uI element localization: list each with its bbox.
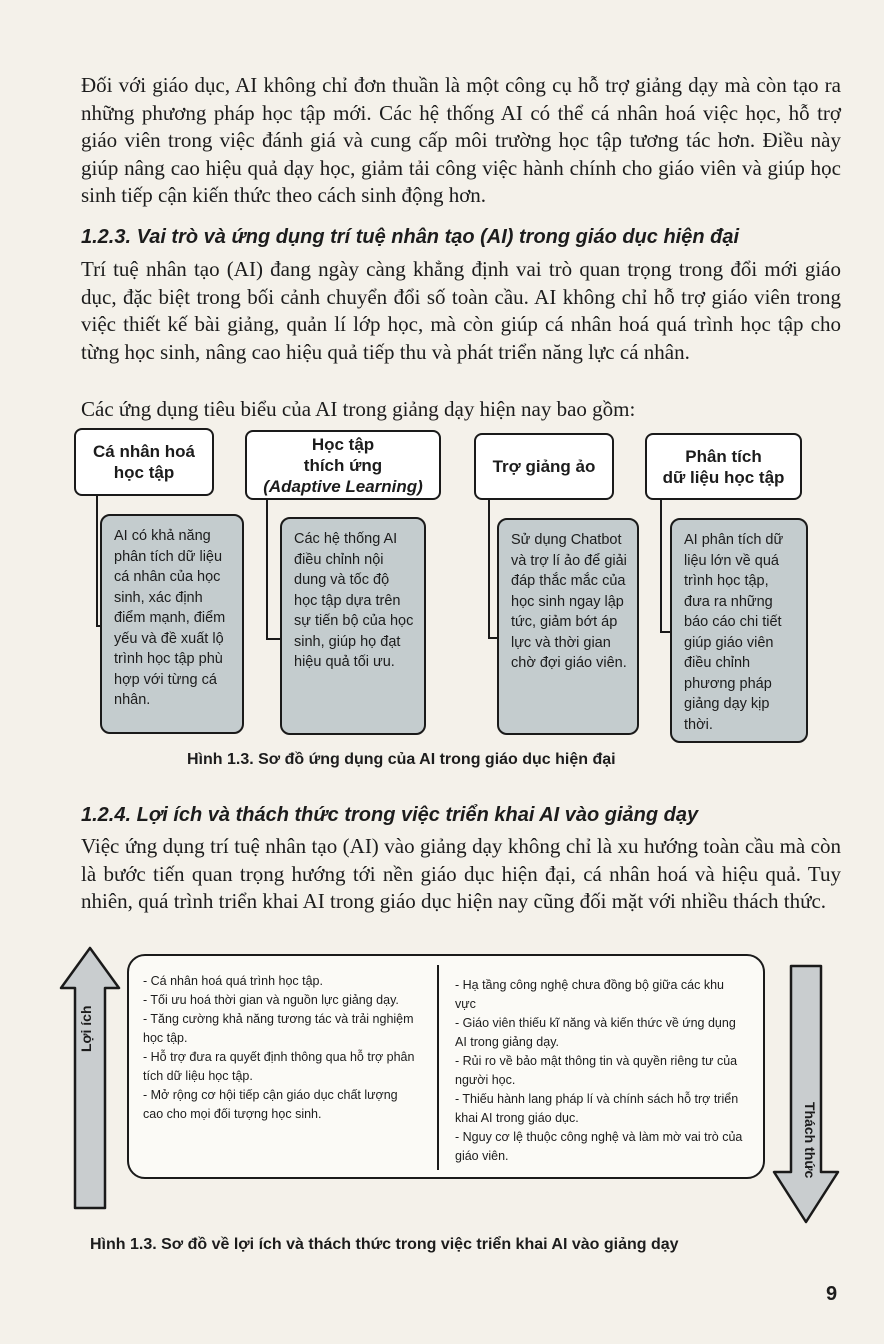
box-header-virtual-assistant xyxy=(474,433,614,500)
figure-caption-applications: Hình 1.3. Sơ đồ ứng dụng của AI trong giáo dục hiện đại xyxy=(187,751,616,768)
page-number: 9 xyxy=(826,1283,838,1305)
box-detail-learning-analytics: AI phân tích dữ liệu lớn về quá trình học tập, đưa ra những báo cáo chi tiết giúp giáo viên điều chỉnh phương pháp giảng dạy kịp thời. xyxy=(670,518,808,743)
list-item: - Hỗ trợ đưa ra quyết định thông qua hỗ trợ phân tích dữ liệu học tập. xyxy=(143,1050,415,1083)
figure-caption-benefits-challenges: Hình 1.3. Sơ đồ về lợi ích và thách thức trong việc triển khai AI vào giảng dạy xyxy=(90,1236,679,1253)
section-1-2-3-paragraph: Trí tuệ nhân tạo (AI) đang ngày càng khẳng định vai trò quan trọng trong đổi mới giáo dục, đặc biệt trong bối cảnh chuyển đổi số toàn cầu. AI không chỉ hỗ trợ giáo viên trong việc thiết kế bài giảng, quản lí lớp học, mà còn giúp cá nhân hoá quá trình học tập cho từng học sinh, nâng cao hiệu quả tiếp thu và phát triển năng lực cá nhân. xyxy=(81,257,841,364)
up-arrow-icon xyxy=(55,944,125,1212)
column-divider xyxy=(437,965,439,1170)
box-title-line: Trợ giảng ảo xyxy=(492,457,596,476)
box-title-line: Học tập xyxy=(311,434,375,454)
box-header-learning-analytics xyxy=(645,433,802,500)
box-title-line: học tập xyxy=(113,463,175,482)
box-title-line: Phân tích xyxy=(685,446,762,466)
section-heading-1-2-3: 1.2.3. Vai trò và ứng dụng trí tuệ nhân tạo (AI) trong giáo dục hiện đại xyxy=(81,226,740,248)
box-title-line: thích ứng xyxy=(303,455,383,475)
challenges-list xyxy=(455,976,745,1166)
list-item: - Hạ tầng công nghệ chưa đồng bộ giữa các khu vực xyxy=(455,978,725,1011)
intro-paragraph: Đối với giáo dục, AI không chỉ đơn thuần là một công cụ hỗ trợ giảng dạy mà còn tạo ra những phương pháp học tập mới. Các hệ thống AI có thể cá nhân hoá việc học, hỗ trợ giáo viên trong việc đánh giá và cung cấp môi trường học tập tương tác hơn. Điều này giúp nâng cao hiệu quả dạy học, giảm tải công việc hành chính cho giáo viên và giúp học sinh tiếp cận kiến thức theo cách sinh động hơn. xyxy=(81,73,841,207)
list-item: - Tăng cường khả năng tương tác và trải nghiệm học tập. xyxy=(143,1012,414,1045)
list-item: - Mở rộng cơ hội tiếp cận giáo dục chất lượng cao cho mọi đối tượng học sinh. xyxy=(143,1088,398,1121)
list-item: - Thiếu hành lang pháp lí và chính sách hỗ trợ triển khai AI trong giáo dục. xyxy=(455,1092,739,1125)
benefits-list xyxy=(143,972,421,1124)
list-item: - Rủi ro về bảo mật thông tin và quyền riêng tư của người học. xyxy=(455,1054,738,1087)
box-title-italic: (Adaptive Learning) xyxy=(263,476,423,496)
benefits-arrow-label: Lợi ích xyxy=(78,1005,94,1052)
list-item: - Cá nhân hoá quá trình học tập. xyxy=(143,974,323,988)
box-header-personalized-learning xyxy=(74,428,214,496)
box-title-line: Cá nhân hoá xyxy=(92,442,195,461)
box-detail-virtual-assistant: Sử dụng Chatbot và trợ lí ảo để giải đáp thắc mắc của học sinh ngay lập tức, giảm bớt áp lực và thời gian chờ đợi giáo viên. xyxy=(497,518,639,735)
box-detail-adaptive-learning: Các hệ thống AI điều chỉnh nội dung và tốc độ học tập dựa trên sự tiến bộ của học sinh, giúp họ đạt hiệu quả tối ưu. xyxy=(280,517,426,735)
applications-list-intro: Các ứng dụng tiêu biểu của AI trong giảng dạy hiện nay bao gồm: xyxy=(81,397,636,421)
challenges-arrow-label: Thách thức xyxy=(802,1102,818,1179)
list-item: - Nguy cơ lệ thuộc công nghệ và làm mờ vai trò của giáo viên. xyxy=(455,1130,743,1163)
box-detail-personalized-learning: AI có khả năng phân tích dữ liệu cá nhân của học sinh, xác định điểm mạnh, điểm yếu và đề xuất lộ trình học tập phù hợp với từng cá nhân. xyxy=(100,514,244,734)
down-arrow-icon xyxy=(768,962,844,1226)
box-title-line: dữ liệu học tập xyxy=(662,467,785,487)
list-item: - Tối ưu hoá thời gian và nguồn lực giảng dạy. xyxy=(143,993,399,1007)
box-header-adaptive-learning xyxy=(245,430,441,500)
section-1-2-4-paragraph: Việc ứng dụng trí tuệ nhân tạo (AI) vào giảng dạy không chỉ là xu hướng toàn cầu mà còn là bước tiến quan trọng hướng tới nền giáo dục hiện đại, cá nhân hoá và hiệu quả. Tuy nhiên, quá trình triển khai AI trong giáo dục hiện nay cũng đối mặt với nhiều thách thức. xyxy=(81,834,841,913)
list-item: - Giáo viên thiếu kĩ năng và kiến thức về ứng dụng AI trong giảng dạy. xyxy=(455,1016,736,1049)
section-heading-1-2-4: 1.2.4. Lợi ích và thách thức trong việc triển khai AI vào giảng dạy xyxy=(81,804,699,826)
